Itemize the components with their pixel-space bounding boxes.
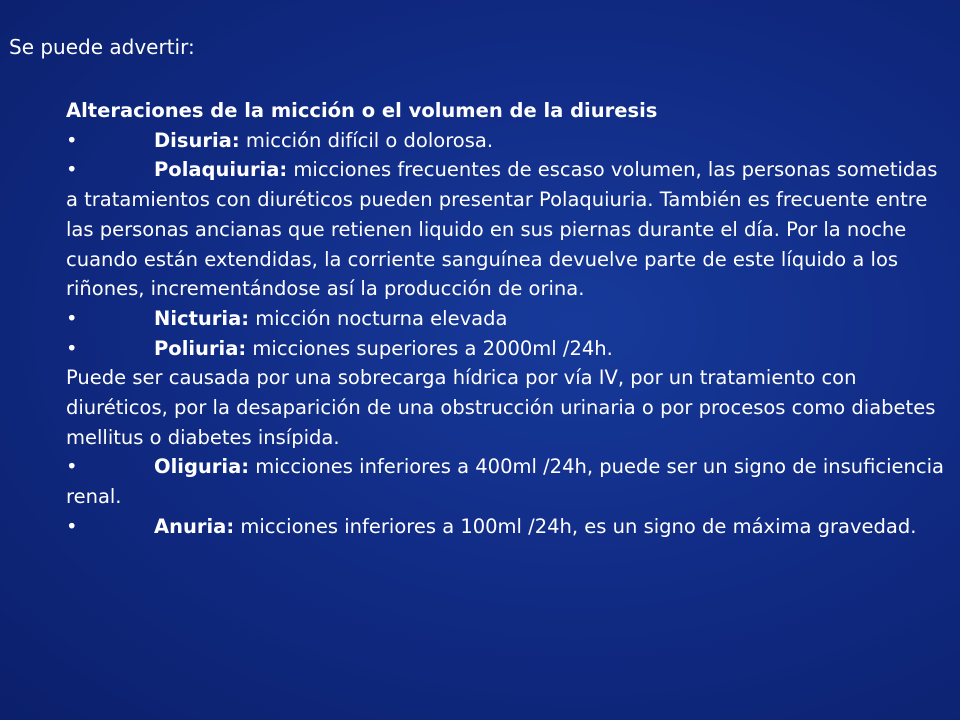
list-item-disuria [66,126,946,156]
bullet-icon: • [66,455,78,479]
list-item-anuria [66,512,946,542]
list-item-polaquiuria [66,155,946,304]
intro-text: Se puede advertir: [9,35,195,59]
bullet-icon: • [66,514,78,538]
term-oliguria: Oliguria: [154,455,250,479]
poliuria-note: Puede ser causada por una sobrecarga hídrica por vía IV, por un tratamiento con diuréticos, por la desaparición de una obstrucción urinaria o por procesos como diabetes mellitus o diabetes insípida. [66,366,936,449]
definition-anuria: micciones inferiores a 100ml /24h, es un signo de máxima gravedad. [234,514,917,538]
bullet-icon: • [66,336,78,360]
definition-oliguria: micciones inferiores a 400ml /24h, puede ser un signo de insuficiencia renal. [66,455,945,509]
definition-polaquiuria: micciones frecuentes de escaso volumen, las personas sometidas a tratamientos con diuréticos pueden presentar Polaquiuria. También es frecuente entre las personas ancianas que retienen liquido en sus piernas durante el día. Por la noche cuando están extendidas, la corriente sanguínea devuelve parte de este líquido a los riñones, incrementándose así la producción de orina. [66,158,938,301]
definition-disuria: micción difícil o dolorosa. [239,128,494,152]
term-polaquiuria: Polaquiuria: [154,158,288,182]
definition-nicturia: micción nocturna elevada [249,306,508,330]
list-item-nicturia [66,304,946,334]
definition-poliuria: micciones superiores a 2000ml /24h. [246,336,613,360]
term-disuria: Disuria: [154,128,240,152]
term-anuria: Anuria: [154,514,235,538]
term-poliuria: Poliuria: [154,336,247,360]
bullet-icon: • [66,128,78,152]
section-heading: Alteraciones de la micción o el volumen de la diuresis [66,99,658,122]
slide-content [66,96,946,542]
list-item-poliuria [66,334,946,364]
bullet-icon: • [66,306,78,330]
term-nicturia: Nicturia: [154,306,250,330]
bullet-icon: • [66,158,78,182]
list-item-oliguria [66,452,946,511]
